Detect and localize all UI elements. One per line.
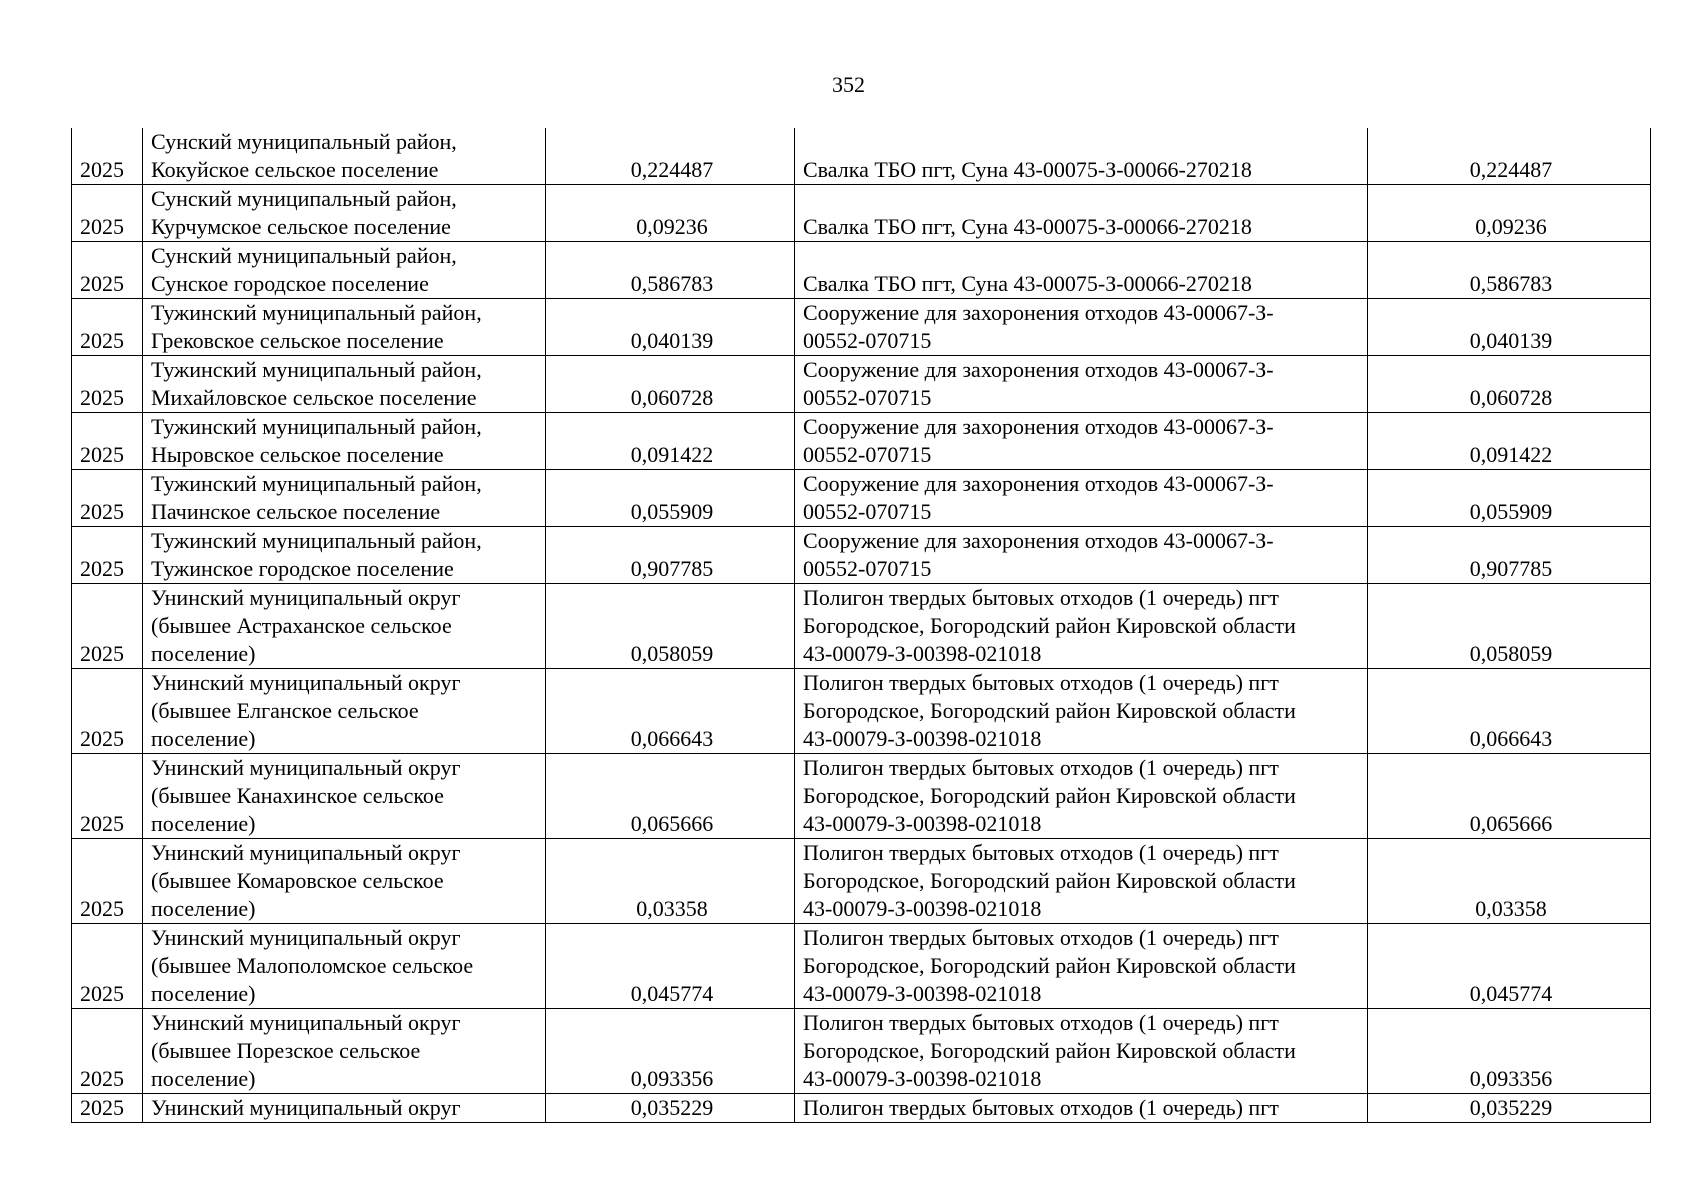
share-cell bbox=[1368, 839, 1651, 924]
table-row bbox=[72, 128, 1651, 185]
municipality-cell bbox=[143, 839, 546, 924]
share-cell-text: 0,065666 bbox=[1469, 811, 1553, 836]
year-cell-text: 2025 bbox=[80, 499, 124, 524]
facility-cell-text: Сооружение для захоронения отходов 43-00067-З- 00552-070715 bbox=[803, 471, 1274, 524]
year-cell-text: 2025 bbox=[80, 214, 124, 239]
year-cell bbox=[72, 669, 143, 754]
facility-cell bbox=[795, 185, 1368, 242]
facility-cell bbox=[795, 242, 1368, 299]
table-row bbox=[72, 754, 1651, 839]
share-cell-text: 0,224487 bbox=[1469, 157, 1553, 182]
facility-cell bbox=[795, 470, 1368, 527]
volume-cell-text: 0,03358 bbox=[636, 896, 708, 921]
year-cell bbox=[72, 839, 143, 924]
municipality-cell-text: Унинский муниципальный округ (бывшее Малополомское сельское поселение) bbox=[151, 925, 474, 1006]
year-cell-text: 2025 bbox=[80, 1066, 124, 1091]
table-row bbox=[72, 413, 1651, 470]
municipality-cell bbox=[143, 527, 546, 584]
municipality-cell-text: Унинский муниципальный округ (бывшее Порезское сельское поселение) bbox=[151, 1010, 461, 1091]
table-row bbox=[72, 839, 1651, 924]
share-cell-text: 0,058059 bbox=[1469, 641, 1553, 666]
facility-cell bbox=[795, 1094, 1368, 1123]
year-cell-text: 2025 bbox=[80, 271, 124, 296]
share-cell bbox=[1368, 128, 1651, 185]
share-cell-text: 0,066643 bbox=[1469, 726, 1553, 751]
year-cell bbox=[72, 527, 143, 584]
table-row bbox=[72, 669, 1651, 754]
table-row bbox=[72, 1009, 1651, 1094]
year-cell bbox=[72, 1094, 143, 1123]
municipality-cell bbox=[143, 584, 546, 669]
year-cell bbox=[72, 356, 143, 413]
municipality-cell-text: Сунский муниципальный район, Кокуйское сельское поселение bbox=[151, 129, 457, 182]
share-cell bbox=[1368, 527, 1651, 584]
municipality-cell bbox=[143, 242, 546, 299]
facility-cell bbox=[795, 669, 1368, 754]
volume-cell-text: 0,586783 bbox=[630, 271, 714, 296]
year-cell bbox=[72, 299, 143, 356]
year-cell bbox=[72, 1009, 143, 1094]
year-cell-text: 2025 bbox=[80, 896, 124, 921]
year-cell-text: 2025 bbox=[80, 328, 124, 353]
facility-cell-text: Полигон твердых бытовых отходов (1 очередь) пгт Богородское, Богородский район Кировской области 43-00079-З-00398-021018 bbox=[803, 755, 1296, 836]
share-cell-text: 0,09236 bbox=[1475, 214, 1547, 239]
volume-cell-text: 0,045774 bbox=[630, 981, 714, 1006]
facility-cell-text: Полигон твердых бытовых отходов (1 очередь) пгт Богородское, Богородский район Кировской области 43-00079-З-00398-021018 bbox=[803, 670, 1296, 751]
facility-cell-text: Полигон твердых бытовых отходов (1 очередь) пгт Богородское, Богородский район Кировской области 43-00079-З-00398-021018 bbox=[803, 1010, 1296, 1091]
table-row bbox=[72, 299, 1651, 356]
year-cell-text: 2025 bbox=[80, 556, 124, 581]
volume-cell bbox=[546, 924, 795, 1009]
municipality-cell-text: Тужинский муниципальный район, Пачинское сельское поселение bbox=[151, 471, 482, 524]
facility-cell bbox=[795, 839, 1368, 924]
municipality-cell bbox=[143, 128, 546, 185]
page-number: 352 bbox=[832, 72, 865, 97]
year-cell-text: 2025 bbox=[80, 1095, 124, 1120]
municipality-cell-text: Сунский муниципальный район, Сунское городское поселение bbox=[151, 243, 457, 296]
share-cell-text: 0,055909 bbox=[1469, 499, 1553, 524]
municipality-cell-text: Унинский муниципальный округ bbox=[151, 1095, 461, 1120]
facility-cell-text: Свалка ТБО пгт, Суна 43-00075-З-00066-270218 bbox=[803, 157, 1252, 182]
volume-cell bbox=[546, 413, 795, 470]
municipality-cell-text: Тужинский муниципальный район, Тужинское городское поселение bbox=[151, 528, 482, 581]
volume-cell-text: 0,065666 bbox=[630, 811, 714, 836]
municipality-cell bbox=[143, 924, 546, 1009]
municipality-cell-text: Унинский муниципальный округ (бывшее Комаровское сельское поселение) bbox=[151, 840, 461, 921]
volume-cell bbox=[546, 527, 795, 584]
table-row bbox=[72, 185, 1651, 242]
facility-cell bbox=[795, 413, 1368, 470]
share-cell-text: 0,03358 bbox=[1475, 896, 1547, 921]
share-cell-text: 0,060728 bbox=[1469, 385, 1553, 410]
year-cell-text: 2025 bbox=[80, 981, 124, 1006]
volume-cell bbox=[546, 242, 795, 299]
share-cell bbox=[1368, 584, 1651, 669]
table-row bbox=[72, 356, 1651, 413]
municipality-cell bbox=[143, 1009, 546, 1094]
share-cell bbox=[1368, 924, 1651, 1009]
municipality-cell-text: Унинский муниципальный округ (бывшее Елганское сельское поселение) bbox=[151, 670, 461, 751]
year-cell-text: 2025 bbox=[80, 641, 124, 666]
volume-cell bbox=[546, 669, 795, 754]
share-cell-text: 0,091422 bbox=[1469, 442, 1553, 467]
share-cell-text: 0,035229 bbox=[1469, 1095, 1553, 1120]
municipality-cell bbox=[143, 185, 546, 242]
facility-cell-text: Полигон твердых бытовых отходов (1 очередь) пгт Богородское, Богородский район Кировской области 43-00079-З-00398-021018 bbox=[803, 585, 1296, 666]
municipality-cell bbox=[143, 669, 546, 754]
share-cell bbox=[1368, 754, 1651, 839]
facility-cell bbox=[795, 754, 1368, 839]
share-cell bbox=[1368, 242, 1651, 299]
volume-cell bbox=[546, 356, 795, 413]
table-row bbox=[72, 527, 1651, 584]
volume-cell-text: 0,091422 bbox=[630, 442, 714, 467]
share-cell-text: 0,586783 bbox=[1469, 271, 1553, 296]
volume-cell bbox=[546, 754, 795, 839]
municipality-cell bbox=[143, 470, 546, 527]
facility-cell-text: Полигон твердых бытовых отходов (1 очередь) пгт bbox=[803, 1095, 1279, 1120]
volume-cell-text: 0,09236 bbox=[636, 214, 708, 239]
volume-cell bbox=[546, 1094, 795, 1123]
municipality-cell bbox=[143, 1094, 546, 1123]
volume-cell-text: 0,224487 bbox=[630, 157, 714, 182]
municipality-cell-text: Тужинский муниципальный район, Михайловское сельское поселение bbox=[151, 357, 482, 410]
facility-cell-text: Полигон твердых бытовых отходов (1 очередь) пгт Богородское, Богородский район Кировской области 43-00079-З-00398-021018 bbox=[803, 925, 1296, 1006]
table-row bbox=[72, 924, 1651, 1009]
share-cell-text: 0,040139 bbox=[1469, 328, 1553, 353]
year-cell bbox=[72, 128, 143, 185]
facility-cell-text: Полигон твердых бытовых отходов (1 очередь) пгт Богородское, Богородский район Кировской области 43-00079-З-00398-021018 bbox=[803, 840, 1296, 921]
facility-cell bbox=[795, 1009, 1368, 1094]
municipality-cell-text: Унинский муниципальный округ (бывшее Канахинское сельское поселение) bbox=[151, 755, 461, 836]
waste-disposal-table bbox=[71, 128, 1651, 1123]
facility-cell-text: Сооружение для захоронения отходов 43-00067-З- 00552-070715 bbox=[803, 528, 1274, 581]
share-cell bbox=[1368, 185, 1651, 242]
year-cell bbox=[72, 413, 143, 470]
facility-cell bbox=[795, 128, 1368, 185]
volume-cell bbox=[546, 839, 795, 924]
share-cell bbox=[1368, 470, 1651, 527]
volume-cell-text: 0,035229 bbox=[630, 1095, 714, 1120]
facility-cell-text: Сооружение для захоронения отходов 43-00067-З- 00552-070715 bbox=[803, 414, 1274, 467]
share-cell bbox=[1368, 1009, 1651, 1094]
volume-cell-text: 0,093356 bbox=[630, 1066, 714, 1091]
year-cell-text: 2025 bbox=[80, 811, 124, 836]
volume-cell bbox=[546, 128, 795, 185]
year-cell-text: 2025 bbox=[80, 726, 124, 751]
table-body bbox=[72, 128, 1651, 1123]
municipality-cell bbox=[143, 754, 546, 839]
volume-cell bbox=[546, 584, 795, 669]
share-cell bbox=[1368, 669, 1651, 754]
share-cell-text: 0,907785 bbox=[1469, 556, 1553, 581]
year-cell bbox=[72, 754, 143, 839]
volume-cell bbox=[546, 470, 795, 527]
year-cell bbox=[72, 584, 143, 669]
facility-cell bbox=[795, 527, 1368, 584]
facility-cell bbox=[795, 584, 1368, 669]
municipality-cell-text: Тужинский муниципальный район, Грековское сельское поселение bbox=[151, 300, 482, 353]
year-cell-text: 2025 bbox=[80, 385, 124, 410]
facility-cell-text: Свалка ТБО пгт, Суна 43-00075-З-00066-270218 bbox=[803, 271, 1252, 296]
table-row bbox=[72, 1094, 1651, 1123]
year-cell bbox=[72, 924, 143, 1009]
table-row bbox=[72, 242, 1651, 299]
municipality-cell bbox=[143, 356, 546, 413]
volume-cell bbox=[546, 1009, 795, 1094]
municipality-cell-text: Сунский муниципальный район, Курчумское сельское поселение bbox=[151, 186, 457, 239]
share-cell bbox=[1368, 1094, 1651, 1123]
volume-cell-text: 0,058059 bbox=[630, 641, 714, 666]
year-cell bbox=[72, 185, 143, 242]
table-row bbox=[72, 470, 1651, 527]
table-row bbox=[72, 584, 1651, 669]
municipality-cell-text: Тужинский муниципальный район, Ныровское сельское поселение bbox=[151, 414, 482, 467]
year-cell bbox=[72, 242, 143, 299]
year-cell-text: 2025 bbox=[80, 442, 124, 467]
facility-cell-text: Сооружение для захоронения отходов 43-00067-З- 00552-070715 bbox=[803, 300, 1274, 353]
municipality-cell bbox=[143, 413, 546, 470]
facility-cell bbox=[795, 924, 1368, 1009]
volume-cell-text: 0,907785 bbox=[630, 556, 714, 581]
share-cell-text: 0,045774 bbox=[1469, 981, 1553, 1006]
volume-cell-text: 0,040139 bbox=[630, 328, 714, 353]
share-cell bbox=[1368, 356, 1651, 413]
share-cell-text: 0,093356 bbox=[1469, 1066, 1553, 1091]
share-cell bbox=[1368, 299, 1651, 356]
year-cell-text: 2025 bbox=[80, 157, 124, 182]
share-cell bbox=[1368, 413, 1651, 470]
facility-cell-text: Сооружение для захоронения отходов 43-00067-З- 00552-070715 bbox=[803, 357, 1274, 410]
facility-cell bbox=[795, 356, 1368, 413]
volume-cell-text: 0,066643 bbox=[630, 726, 714, 751]
volume-cell bbox=[546, 299, 795, 356]
volume-cell-text: 0,060728 bbox=[630, 385, 714, 410]
facility-cell-text: Свалка ТБО пгт, Суна 43-00075-З-00066-270218 bbox=[803, 214, 1252, 239]
facility-cell bbox=[795, 299, 1368, 356]
municipality-cell bbox=[143, 299, 546, 356]
volume-cell-text: 0,055909 bbox=[630, 499, 714, 524]
volume-cell bbox=[546, 185, 795, 242]
municipality-cell-text: Унинский муниципальный округ (бывшее Астраханское сельское поселение) bbox=[151, 585, 461, 666]
year-cell bbox=[72, 470, 143, 527]
